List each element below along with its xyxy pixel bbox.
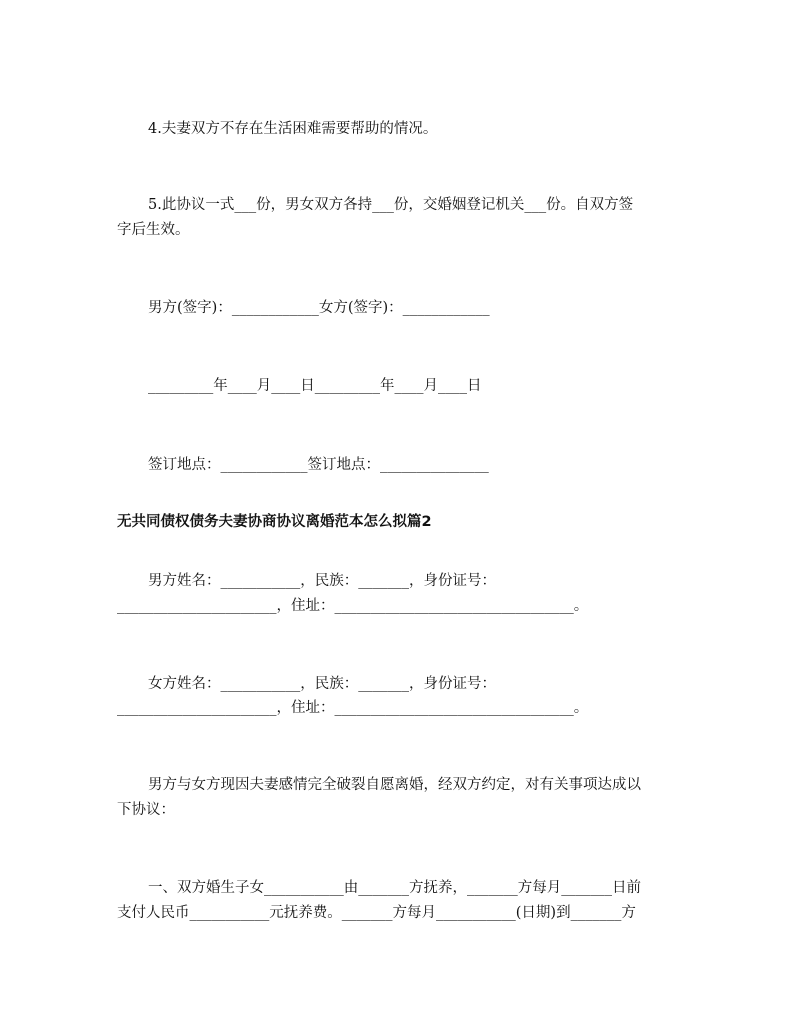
male-info-line-2: ______________________，住址：_________________________________。 <box>117 598 589 614</box>
clause-1-line-1: 一、双方婚生子女___________由_______方抚养，_______方每月_______日前 <box>148 880 641 896</box>
agreement-intro-line-1: 男方与女方现因夫妻感情完全破裂自愿离婚，经双方约定，对有关事项达成以 <box>148 777 641 793</box>
female-info-line-1: 女方姓名：___________，民族：_______，身份证号： <box>148 676 496 692</box>
signature-line: 男方(签字)：____________女方(签字)：____________ <box>148 300 490 316</box>
agreement-intro-line-2: 下协议： <box>117 802 175 818</box>
male-info-line-1: 男方姓名：___________，民族：_______，身份证号： <box>148 573 496 589</box>
signing-location-line: 签订地点：____________签订地点：_______________ <box>148 457 489 473</box>
date-line: _________年____月____日_________年____月____日 <box>148 378 482 394</box>
female-info-line-2: ______________________，住址：_________________________________。 <box>117 700 589 716</box>
clause-5-line-1: 5.此协议一式___份，男女双方各持___份，交婚姻登记机关___份。自双方签 <box>148 197 634 213</box>
section-heading: 无共同债权债务夫妻协商协议离婚范本怎么拟篇2 <box>117 514 432 530</box>
clause-1-line-2: 支付人民币___________元抚养费。_______方每月___________(日期)到_______方 <box>117 905 636 921</box>
clause-4: 4.夫妻双方不存在生活困难需要帮助的情况。 <box>148 121 438 137</box>
clause-5-line-2: 字后生效。 <box>117 222 190 238</box>
